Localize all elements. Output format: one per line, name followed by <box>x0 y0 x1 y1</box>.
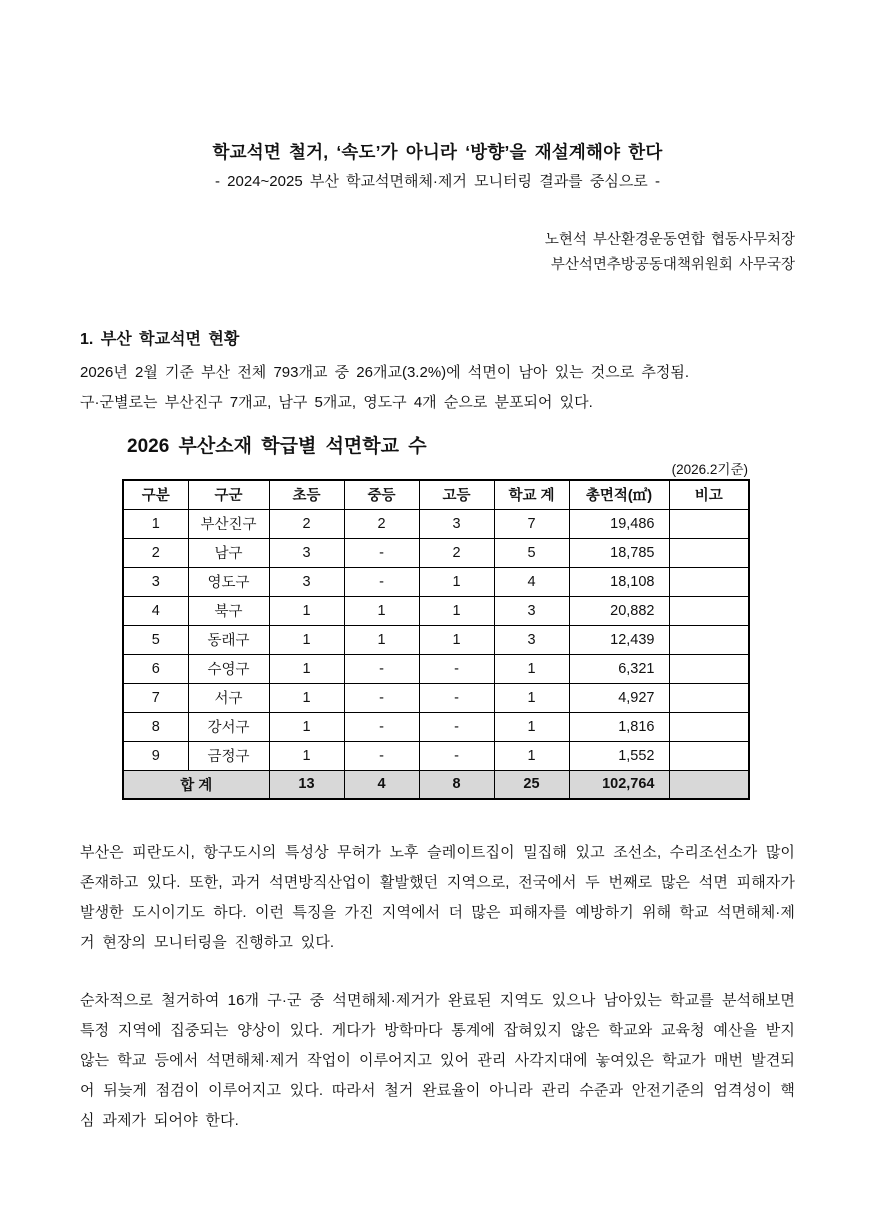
cell-remark <box>669 596 749 625</box>
cell-district: 강서구 <box>188 712 269 741</box>
cell-district: 영도구 <box>188 567 269 596</box>
cell-middle: 1 <box>344 596 419 625</box>
cell-elementary: 1 <box>269 712 344 741</box>
cell-area: 18,785 <box>569 538 669 567</box>
cell-high: 1 <box>419 596 494 625</box>
total-area: 102,764 <box>569 770 669 799</box>
col-header-high: 고등 <box>419 480 494 509</box>
table-row <box>123 712 749 741</box>
cell-no: 1 <box>123 509 188 538</box>
table-header-row <box>123 480 749 509</box>
table-row <box>123 538 749 567</box>
cell-high: 3 <box>419 509 494 538</box>
cell-area: 4,927 <box>569 683 669 712</box>
cell-area: 19,486 <box>569 509 669 538</box>
col-header-school-total: 학교 계 <box>494 480 569 509</box>
cell-remark <box>669 567 749 596</box>
body-paragraph: 부산은 피란도시, 항구도시의 특성상 무허가 노후 슬레이트집이 밀집해 있고 조선소, 수리조선소가 많이 존재하고 있다. 또한, 과거 석면방직산업이 활발했던 지역으로, 전국에서 두 번째로 많은 석면 피해자가 발생한 도시이기도 하다. 이런 특징을 가진 지역에서 더 많은 피해자를 예방하기 위해 학교 석면해체·제거 현장의 모니터링을 진행하고 있다. <box>80 844 795 951</box>
col-header-area: 총면적(㎡) <box>569 480 669 509</box>
cell-high: - <box>419 654 494 683</box>
cell-school-total: 1 <box>494 683 569 712</box>
cell-district: 남구 <box>188 538 269 567</box>
table-row <box>123 654 749 683</box>
cell-school-total: 1 <box>494 654 569 683</box>
intro-line: 2026년 2월 기준 부산 전체 793개교 중 26개교(3.2%)에 석면이 남아 있는 것으로 추정됨. <box>80 364 690 381</box>
table-row <box>123 683 749 712</box>
cell-no: 2 <box>123 538 188 567</box>
cell-remark <box>669 654 749 683</box>
cell-remark <box>669 683 749 712</box>
cell-school-total: 5 <box>494 538 569 567</box>
col-header-no: 구분 <box>123 480 188 509</box>
cell-middle: - <box>344 654 419 683</box>
cell-district: 수영구 <box>188 654 269 683</box>
cell-district: 부산진구 <box>188 509 269 538</box>
author-line: 노현석 부산환경운동연합 협동사무처장 <box>544 232 795 248</box>
total-school-total: 25 <box>494 770 569 799</box>
total-label: 합 계 <box>123 770 269 799</box>
cell-high: 1 <box>419 625 494 654</box>
cell-school-total: 3 <box>494 596 569 625</box>
cell-middle: - <box>344 567 419 596</box>
cell-area: 20,882 <box>569 596 669 625</box>
cell-district: 서구 <box>188 683 269 712</box>
page-subtitle: - 2024~2025 부산 학교석면해체·제거 모니터링 결과를 중심으로 - <box>215 173 660 190</box>
asbestos-school-table <box>122 479 750 800</box>
cell-elementary: 1 <box>269 654 344 683</box>
cell-elementary: 2 <box>269 509 344 538</box>
cell-area: 18,108 <box>569 567 669 596</box>
cell-no: 8 <box>123 712 188 741</box>
col-header-elementary: 초등 <box>269 480 344 509</box>
total-high: 8 <box>419 770 494 799</box>
col-header-district: 구군 <box>188 480 269 509</box>
cell-remark <box>669 625 749 654</box>
cell-no: 4 <box>123 596 188 625</box>
cell-no: 3 <box>123 567 188 596</box>
table-title: 2026 부산소재 학급별 석면학교 수 <box>127 436 427 457</box>
cell-elementary: 1 <box>269 596 344 625</box>
cell-school-total: 7 <box>494 509 569 538</box>
cell-middle: - <box>344 683 419 712</box>
table-row <box>123 741 749 770</box>
author-block <box>80 228 795 278</box>
col-header-remark: 비고 <box>669 480 749 509</box>
cell-elementary: 1 <box>269 683 344 712</box>
cell-school-total: 3 <box>494 625 569 654</box>
total-remark <box>669 770 749 799</box>
total-middle: 4 <box>344 770 419 799</box>
cell-high: - <box>419 683 494 712</box>
cell-area: 6,321 <box>569 654 669 683</box>
cell-elementary: 3 <box>269 567 344 596</box>
cell-elementary: 1 <box>269 741 344 770</box>
page-title: 학교석면 철거, ‘속도’가 아니라 ‘방향’을 재설계해야 한다 <box>212 142 663 162</box>
cell-school-total: 1 <box>494 741 569 770</box>
cell-middle: 1 <box>344 625 419 654</box>
cell-no: 6 <box>123 654 188 683</box>
cell-no: 7 <box>123 683 188 712</box>
cell-middle: 2 <box>344 509 419 538</box>
cell-remark <box>669 509 749 538</box>
table-row <box>123 596 749 625</box>
table-note: (2026.2기준) <box>671 462 748 477</box>
intro-line: 구·군별로는 부산진구 7개교, 남구 5개교, 영도구 4개 순으로 분포되어 있다. <box>80 394 593 411</box>
cell-remark <box>669 538 749 567</box>
col-header-middle: 중등 <box>344 480 419 509</box>
cell-elementary: 1 <box>269 625 344 654</box>
table-row <box>123 509 749 538</box>
cell-school-total: 1 <box>494 712 569 741</box>
cell-area: 1,552 <box>569 741 669 770</box>
cell-no: 9 <box>123 741 188 770</box>
cell-area: 1,816 <box>569 712 669 741</box>
cell-elementary: 3 <box>269 538 344 567</box>
section-intro <box>80 358 795 418</box>
cell-district: 북구 <box>188 596 269 625</box>
cell-remark <box>669 712 749 741</box>
cell-high: 2 <box>419 538 494 567</box>
cell-district: 금정구 <box>188 741 269 770</box>
cell-school-total: 4 <box>494 567 569 596</box>
body-paragraph: 순차적으로 철거하여 16개 구·군 중 석면해체·제거가 완료된 지역도 있으나 남아있는 학교를 분석해보면 특정 지역에 집중되는 양상이 있다. 게다가 방학마다 통계에 잡혀있지 않은 학교와 교육청 예산을 받지 않는 학교 등에서 석면해체·제거 작업이 이루어지고 있어 관리 사각지대에 놓여있은 학교가 매번 발견되어 뒤늦게 점검이 이루어지고 있다. 따라서 철거 완료율이 아니라 관리 수준과 안전기준의 엄격성이 핵심 과제가 되어야 한다. <box>80 992 795 1129</box>
cell-remark <box>669 741 749 770</box>
table-total-row <box>123 770 749 799</box>
cell-middle: - <box>344 712 419 741</box>
cell-no: 5 <box>123 625 188 654</box>
cell-high: - <box>419 741 494 770</box>
cell-middle: - <box>344 538 419 567</box>
table-row <box>123 625 749 654</box>
table-row <box>123 567 749 596</box>
cell-district: 동래구 <box>188 625 269 654</box>
cell-high: - <box>419 712 494 741</box>
cell-area: 12,439 <box>569 625 669 654</box>
cell-high: 1 <box>419 567 494 596</box>
author-line: 부산석면추방공동대책위원회 사무국장 <box>550 257 795 273</box>
total-elementary: 13 <box>269 770 344 799</box>
table-section <box>80 434 795 800</box>
cell-middle: - <box>344 741 419 770</box>
section-heading: 1. 부산 학교석면 현황 <box>80 331 240 348</box>
